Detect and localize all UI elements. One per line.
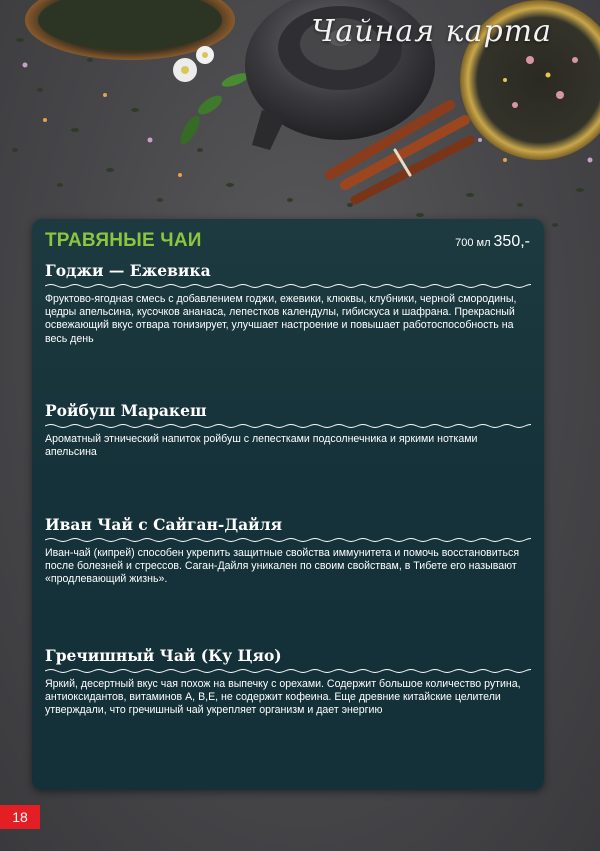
wavy-divider [45,283,531,289]
menu-item-goji-blackberry [45,261,531,346]
menu-item-ivan-tea [45,515,531,587]
wavy-divider [45,537,531,543]
menu-item-description: Фруктово-ягодная смесь с добавлением годжи, ежевики, клюквы, клубники, черной смородины, цедры апельсина, кусочков ананаса, лепестков календулы, гибискуса и шафрана. Прекрасный освежающий вкус отвара тонизирует, улучшает настроение и повышает работоспособность на весь день [45,293,517,345]
menu-item-name: Иван Чай с Сайган-Дайля [45,515,283,534]
menu-item-name: Гречишный Чай (Ку Цяо) [45,646,282,665]
menu-item-name: Годжи — Ежевика [45,261,211,280]
price-value: 350,- [493,233,530,250]
menu-item-description: Яркий, десертный вкус чая похож на выпечку с орехами. Содержит большое количество рутина, антиоксидантов, витаминов А, В,Е, не содержит кофеина. Еще древние китайские целители утверждали, что гречишный чай укрепляет организм и дает энергию [45,678,521,717]
price-block [455,231,530,251]
menu-item-description: Ароматный этнический напиток ройбуш с лепестками подсолнечника и яркими нотками апельсина [45,433,478,459]
menu-item-buckwheat-tea [45,646,531,718]
page-number-badge: 18 [0,805,40,829]
price-volume: 700 мл [455,237,491,249]
wavy-divider [45,668,531,674]
menu-item-description: Иван-чай (кипрей) способен укрепить защитные свойства иммунитета и помочь восстановиться после болезней и стрессов. Саган-Дайля уникален по своим свойствам, в Тибете его называют «продлевающий жизнь». [45,547,520,586]
menu-item-rooibos-marrakesh [45,401,531,459]
page-script-title: Чайная карта [311,14,552,49]
menu-panel [32,219,544,790]
menu-item-name: Ройбуш Маракеш [45,401,207,420]
section-title: ТРАВЯНЫЕ ЧАИ [45,230,202,251]
wavy-divider [45,423,531,429]
